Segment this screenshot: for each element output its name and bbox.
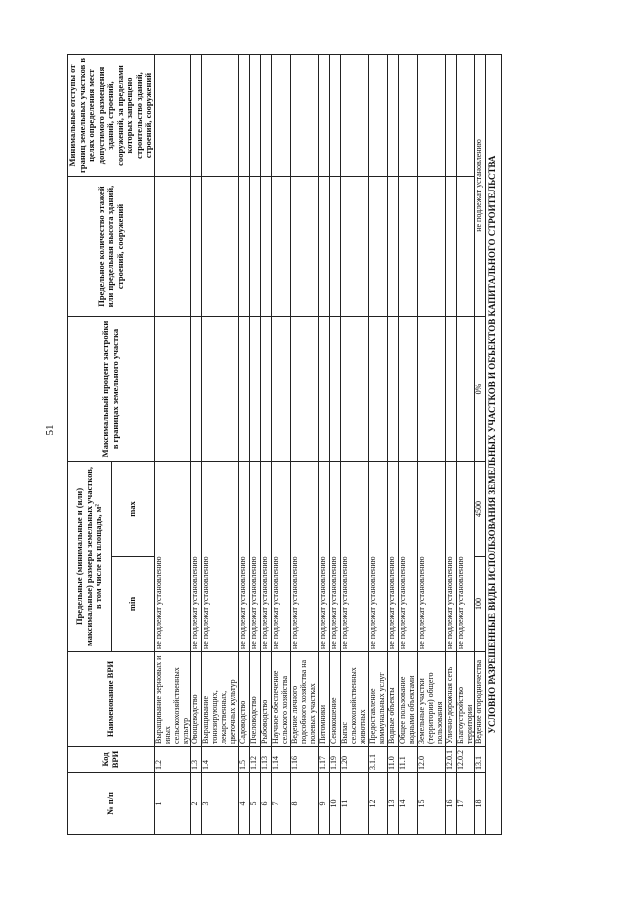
header-floors: Предельное количество этажей или предельная высота зданий, строений, сооружений: [68, 177, 155, 317]
row-size-limits: не подлежат установлению: [445, 462, 456, 652]
row-size-limits: не подлежат установлению: [387, 462, 398, 652]
row-setbacks: [250, 55, 261, 177]
row-code: 1.13: [261, 747, 272, 773]
row-code: 1.5: [239, 747, 250, 773]
table-row: [341, 55, 369, 835]
table-row: [202, 55, 239, 835]
page-number: 51: [44, 424, 56, 436]
row-number: 13: [387, 773, 398, 835]
row-setbacks: [330, 55, 341, 177]
row-name: Водные объекты: [387, 652, 398, 747]
row-size-limits: не подлежат установлению: [417, 462, 445, 652]
row-percent: [445, 317, 456, 462]
row-percent: [341, 317, 369, 462]
row-floors: [319, 177, 330, 317]
row-floors: [341, 177, 369, 317]
row-percent: [387, 317, 398, 462]
row-code: 13.1: [475, 747, 486, 773]
row-name: Научное обеспечение сельского хозяйства: [272, 652, 291, 747]
row-size-limits: не подлежат установлению: [291, 462, 319, 652]
header-percent: Максимальный процент застройки в границах земельного участка: [68, 317, 155, 462]
row-floors: [387, 177, 398, 317]
row-code: 11.1: [398, 747, 417, 773]
table-row: [387, 55, 398, 835]
row-number: 1: [154, 773, 191, 835]
row-percent: [319, 317, 330, 462]
row-floors: [154, 177, 191, 317]
row-name: Земельные участки (территории) общего пользования: [417, 652, 445, 747]
row-percent: [417, 317, 445, 462]
row-name: Общее пользование водными объектами: [398, 652, 417, 747]
row-size-limits: не подлежат установлению: [398, 462, 417, 652]
row-name: Ведение огородничества: [475, 652, 486, 747]
row-floors: [191, 177, 202, 317]
row-size-limits: не подлежат установлению: [261, 462, 272, 652]
header-max: max: [111, 462, 154, 557]
header-min: min: [111, 557, 154, 652]
row-percent: [398, 317, 417, 462]
table-row: [191, 55, 202, 835]
table-row: [319, 55, 330, 835]
row-setbacks: [202, 55, 239, 177]
row-min: 100: [475, 557, 486, 652]
row-code: 1.12: [250, 747, 261, 773]
table-row: [261, 55, 272, 835]
row-name: Пчеловодство: [250, 652, 261, 747]
row-floors: [250, 177, 261, 317]
row-code: 12.0: [417, 747, 445, 773]
table-row: [445, 55, 456, 835]
table-row: [330, 55, 341, 835]
row-setbacks: [154, 55, 191, 177]
row-floors: [239, 177, 250, 317]
row-name: Рыбоводство: [261, 652, 272, 747]
row-name: Садоводство: [239, 652, 250, 747]
table-row: [291, 55, 319, 835]
row-name: Предоставление коммунальных услуг: [368, 652, 387, 747]
row-floors: [261, 177, 272, 317]
row-floors: [291, 177, 319, 317]
row-number: 4: [239, 773, 250, 835]
row-number: 5: [250, 773, 261, 835]
row-number: 18: [475, 773, 486, 835]
header-num: № п/п: [68, 773, 155, 835]
row-percent: [191, 317, 202, 462]
row-size-limits: не подлежат установлению: [330, 462, 341, 652]
row-floors: [456, 177, 475, 317]
row-name: Благоустройство территории: [456, 652, 475, 747]
row-name: Выращивание зерновых и иных сельскохозяйственных культур: [154, 652, 191, 747]
row-setbacks: [368, 55, 387, 177]
row-number: 3: [202, 773, 239, 835]
row-number: 12: [368, 773, 387, 835]
table-row: [239, 55, 250, 835]
row-setbacks: [398, 55, 417, 177]
row-name: Сенокошение: [330, 652, 341, 747]
row-setbacks: [456, 55, 475, 177]
row-floors: [202, 177, 239, 317]
row-size-limits: не подлежат установлению: [319, 462, 330, 652]
row-number: 6: [261, 773, 272, 835]
row-size-limits: не подлежат установлению: [272, 462, 291, 652]
row-floors: [398, 177, 417, 317]
row-size-limits: не подлежат установлению: [341, 462, 369, 652]
row-setbacks: [191, 55, 202, 177]
table-row-last: [475, 55, 486, 835]
row-code: 1.3: [191, 747, 202, 773]
rotated-table-wrapper: [67, 55, 578, 835]
row-setbacks: [291, 55, 319, 177]
section-title-row: [486, 55, 502, 835]
row-number: 16: [445, 773, 456, 835]
row-number: 9: [319, 773, 330, 835]
row-setbacks: [341, 55, 369, 177]
row-size-limits: не подлежат установлению: [239, 462, 250, 652]
row-code: 3.1.1: [368, 747, 387, 773]
row-number: 7: [272, 773, 291, 835]
row-number: 8: [291, 773, 319, 835]
row-number: 15: [417, 773, 445, 835]
row-size-limits: не подлежат установлению: [456, 462, 475, 652]
row-name: Выпас сельскохозяйственных животных: [341, 652, 369, 747]
row-size-limits: не подлежат установлению: [202, 462, 239, 652]
row-percent: [368, 317, 387, 462]
row-other-params: не подлежат установлению: [475, 55, 486, 317]
header-name: Наименование ВРИ: [68, 652, 155, 747]
row-name: Улично-дорожная сеть: [445, 652, 456, 747]
row-floors: [272, 177, 291, 317]
row-percent: [272, 317, 291, 462]
row-code: 1.17: [319, 747, 330, 773]
row-number: 10: [330, 773, 341, 835]
header-setbacks: Минимальные отступы от границ земельных участков в целях определения мест допустимого размещения зданий, строений, сооружений, за пределами которых запрещено строительство зданий, строений, сооружений: [68, 55, 155, 177]
row-percent: [330, 317, 341, 462]
row-setbacks: [417, 55, 445, 177]
row-number: 11: [341, 773, 369, 835]
row-size-limits: не подлежат установлению: [154, 462, 191, 652]
table-row: [250, 55, 261, 835]
row-name: Овощеводство: [191, 652, 202, 747]
row-code: 12.0.1: [445, 747, 456, 773]
row-size-limits: не подлежат установлению: [368, 462, 387, 652]
row-floors: [330, 177, 341, 317]
row-percent: [291, 317, 319, 462]
row-percent: [239, 317, 250, 462]
row-setbacks: [387, 55, 398, 177]
row-floors: [368, 177, 387, 317]
header-sizes: Предельные (минимальные и (или) максимальные) размеры земельных участков, в том числе их площадь, м²: [68, 462, 112, 652]
row-number: 14: [398, 773, 417, 835]
header-code: Код ВРИ: [68, 747, 155, 773]
table-row: [272, 55, 291, 835]
row-percent: [261, 317, 272, 462]
row-percent: [456, 317, 475, 462]
row-code: 11.0: [387, 747, 398, 773]
land-use-table: [67, 54, 502, 835]
row-setbacks: [239, 55, 250, 177]
row-floors: [445, 177, 456, 317]
row-name: Ведение личного подсобного хозяйства на полевых участках: [291, 652, 319, 747]
row-number: 17: [456, 773, 475, 835]
table-row: [154, 55, 191, 835]
row-code: 1.16: [291, 747, 319, 773]
row-setbacks: [319, 55, 330, 177]
row-max: 4500: [475, 462, 486, 557]
section-title: УСЛОВНО РАЗРЕШЕННЫЕ ВИДЫ ИСПОЛЬЗОВАНИЯ ЗЕМЕЛЬНЫХ УЧАСТКОВ И ОБЪЕКТОВ КАПИТАЛЬНОГО СТРОИТЕЛЬСТВА: [486, 55, 502, 835]
row-code: 1.19: [330, 747, 341, 773]
row-name: Выращивание тонизирующих, лекарственных, цветочных культур: [202, 652, 239, 747]
row-name: Питомники: [319, 652, 330, 747]
table-row: [368, 55, 387, 835]
row-percent: [250, 317, 261, 462]
row-setbacks: [445, 55, 456, 177]
row-code: 1.14: [272, 747, 291, 773]
row-percent: [202, 317, 239, 462]
row-size-limits: не подлежат установлению: [250, 462, 261, 652]
row-percent: 0%: [475, 317, 486, 462]
row-percent: [154, 317, 191, 462]
row-setbacks: [272, 55, 291, 177]
table-row: [417, 55, 445, 835]
row-code: 12.0.2: [456, 747, 475, 773]
table-row: [456, 55, 475, 835]
row-code: 1.4: [202, 747, 239, 773]
row-floors: [417, 177, 445, 317]
row-setbacks: [261, 55, 272, 177]
row-code: 1.20: [341, 747, 369, 773]
row-size-limits: не подлежат установлению: [191, 462, 202, 652]
row-number: 2: [191, 773, 202, 835]
row-code: 1.2: [154, 747, 191, 773]
table-row: [398, 55, 417, 835]
